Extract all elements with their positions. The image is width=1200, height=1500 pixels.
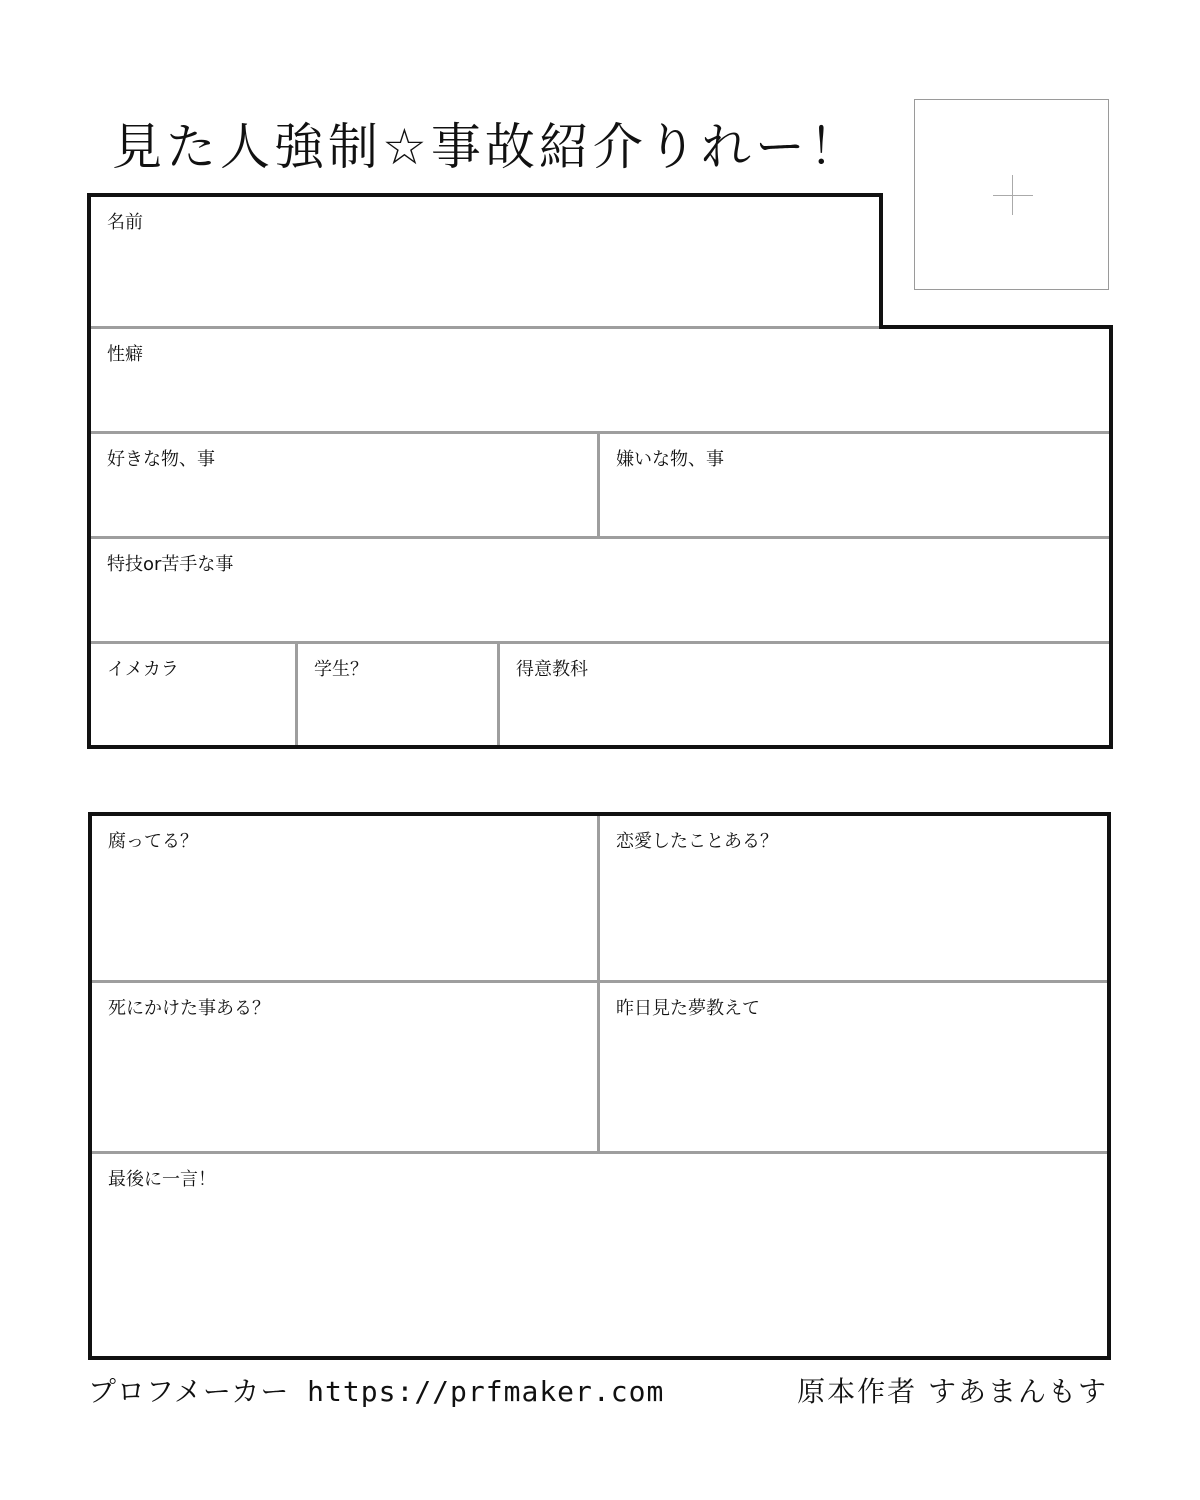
likes-label: 好きな物、事 <box>107 449 215 470</box>
photo-upload-box[interactable] <box>914 99 1109 290</box>
border-line <box>87 745 1113 749</box>
last-word-field[interactable] <box>92 1154 1107 1356</box>
border-line <box>1109 325 1113 749</box>
maker-credit: プロフメーカー https://prfmaker.com <box>88 1375 665 1408</box>
plus-icon <box>993 195 1033 196</box>
good-subject-field[interactable] <box>500 644 1109 745</box>
love-field[interactable] <box>600 816 1107 980</box>
author-credit: 原本作者 すあまんもす <box>797 1375 1108 1408</box>
name-field[interactable] <box>91 197 879 326</box>
image-color-field[interactable] <box>91 644 295 745</box>
last-word-label: 最後に一言！ <box>108 1169 216 1190</box>
dream-field[interactable] <box>600 983 1107 1151</box>
name-label: 名前 <box>107 212 143 233</box>
student-field[interactable] <box>298 644 497 745</box>
dislikes-field[interactable] <box>600 434 1109 536</box>
near-death-field[interactable] <box>92 983 597 1151</box>
border-line <box>1107 812 1111 1360</box>
good-subject-label: 得意教科 <box>516 659 588 680</box>
likes-field[interactable] <box>91 434 597 536</box>
border-line <box>88 1356 1111 1360</box>
student-label: 学生？ <box>314 659 368 680</box>
fetish-field[interactable] <box>91 329 1109 431</box>
near-death-label: 死にかけた事ある？ <box>108 998 270 1019</box>
page-title: 見た人強制☆事故紹介りれー！ <box>112 118 863 176</box>
skills-label: 特技or苦手な事 <box>107 554 234 575</box>
skills-field[interactable] <box>91 539 1109 641</box>
fujoshi-label: 腐ってる？ <box>108 831 198 852</box>
dislikes-label: 嫌いな物、事 <box>616 449 724 470</box>
fetish-label: 性癖 <box>107 344 143 365</box>
image-color-label: イメカラ <box>107 659 179 680</box>
love-label: 恋愛したことある？ <box>616 831 778 852</box>
plus-icon-vertical <box>1012 175 1013 215</box>
fujoshi-field[interactable] <box>92 816 597 980</box>
border-line <box>879 193 883 329</box>
dream-label: 昨日見た夢教えて <box>616 998 760 1019</box>
